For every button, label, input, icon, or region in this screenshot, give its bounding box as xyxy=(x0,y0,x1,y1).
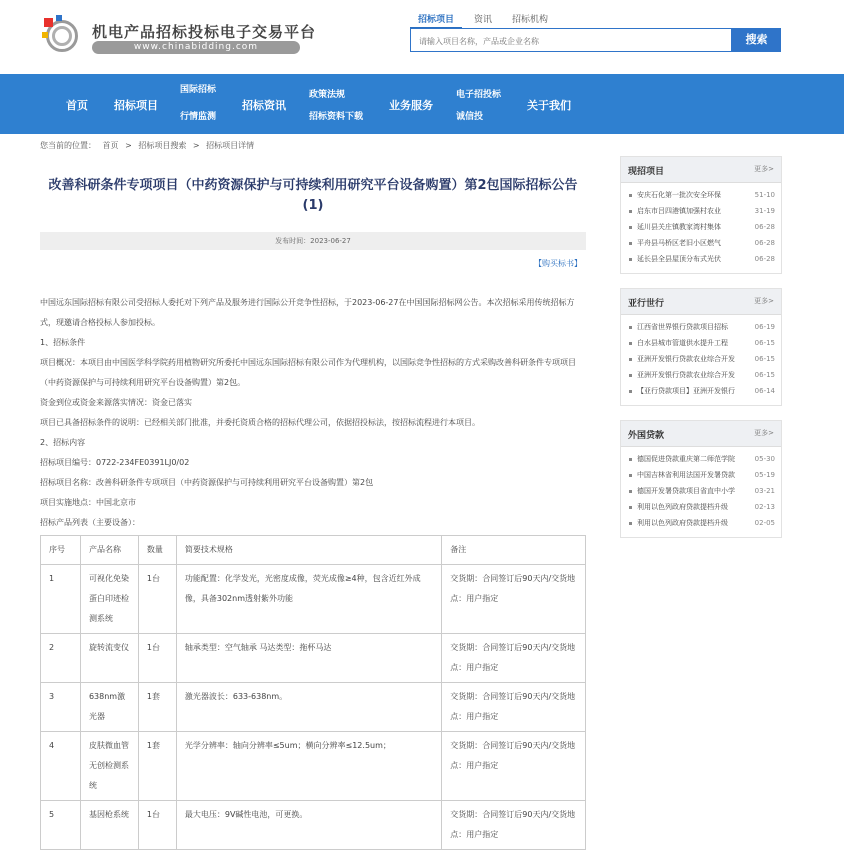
nav-projects[interactable]: 招标项目 xyxy=(114,99,158,112)
nav-market-monitor[interactable]: 行情监测 xyxy=(180,112,217,122)
site-logo-icon[interactable] xyxy=(42,16,82,56)
list-item[interactable] xyxy=(627,187,775,203)
search-tab-projects[interactable]: 招标项目 xyxy=(418,15,455,25)
section-heading: 2、招标内容 xyxy=(40,438,86,447)
list-item[interactable] xyxy=(627,451,775,467)
list-item[interactable] xyxy=(627,483,775,499)
table-cell: 光学分辨率：轴向分辨率≤5um；横向分辨率≤12.5um； xyxy=(176,732,441,801)
table-cell: 最大电压：9V碱性电池，可更换。 xyxy=(176,801,441,850)
list-item-date: 06-15 xyxy=(754,371,775,379)
table-header: 数量 xyxy=(138,536,176,565)
table-cell: 轴承类型：空气轴承 马达类型：拖杯马达 xyxy=(176,634,441,683)
list-item[interactable] xyxy=(627,203,775,219)
sidebar-adb-wb xyxy=(620,288,782,406)
sidebar-foreign-loans xyxy=(620,420,782,538)
nav-intl-bid[interactable]: 国际招标 xyxy=(180,85,217,95)
paragraph: 项目已具备招标条件的说明：已经相关部门批准，并委托资质合格的招标代理公司，依据招投标法，按招标流程进行本项目。 xyxy=(40,418,480,427)
list-item-date: 06-14 xyxy=(754,387,775,395)
list-item[interactable] xyxy=(627,235,775,251)
list-item-date: 06-15 xyxy=(754,339,775,347)
sidebar-header xyxy=(621,289,781,315)
table-cell: 4 xyxy=(41,732,81,801)
paragraph: 资金到位或资金来源落实情况：资金已落实 xyxy=(40,398,192,407)
list-item-title[interactable]: 德国促进贷款重庆第二师范学院 xyxy=(637,455,735,463)
list-item-title[interactable]: 白水县城市管道供水提升工程 xyxy=(637,339,728,347)
list-item-title[interactable]: 【亚行贷款项目】亚洲开发银行 xyxy=(637,387,735,395)
more-link[interactable]: 更多> xyxy=(754,297,774,305)
breadcrumb xyxy=(40,140,258,151)
nav-downloads[interactable]: 招标资料下载 xyxy=(309,112,364,122)
list-item-title[interactable]: 亚洲开发银行贷款农业综合开发 xyxy=(637,355,735,363)
breadcrumb-search[interactable]: 招标项目搜索 xyxy=(138,141,187,150)
breadcrumb-current: 招标项目详情 xyxy=(206,141,255,150)
search-tab-news[interactable]: 资讯 xyxy=(474,15,493,25)
sidebar-list xyxy=(621,315,781,405)
nav-about[interactable]: 关于我们 xyxy=(527,99,571,112)
table-cell: 638nm激光器 xyxy=(80,683,138,732)
table-cell: 基因枪系统 xyxy=(80,801,138,850)
list-item[interactable] xyxy=(627,367,775,383)
nav-policy[interactable]: 政策法规 xyxy=(309,90,346,100)
list-item-title[interactable]: 安庆石化第一批次安全环保 xyxy=(637,191,721,199)
list-item-title[interactable]: 平舟县马桥区老旧小区燃气 xyxy=(637,239,721,247)
bullet-icon xyxy=(629,326,632,329)
bullet-icon xyxy=(629,458,632,461)
paragraph: 招标项目编号：0722-234FE0391LJ0/02 xyxy=(40,458,190,467)
bullet-icon xyxy=(629,506,632,509)
paragraph: 中国远东国际招标有限公司受招标人委托对下列产品及服务进行国际公开竞争性招标，于2023-06-27在中国国际招标网公告。本次招标采用传统招标方式，现邀请合格投标人参加投标。 xyxy=(40,298,575,327)
search-tabs xyxy=(418,12,548,25)
table-cell: 旋转流变仪 xyxy=(80,634,138,683)
bullet-icon xyxy=(629,342,632,345)
bullet-icon xyxy=(629,522,632,525)
list-item-date: 06-28 xyxy=(754,223,775,231)
list-item-title[interactable]: 亚洲开发银行贷款农业综合开发 xyxy=(637,371,735,379)
sidebar-current-projects xyxy=(620,156,782,274)
page-title: 改善科研条件专项项目（中药资源保护与可持续利用研究平台设备购置）第2包国际招标公告(1) xyxy=(48,178,578,213)
table-cell: 激光器波长：633-638nm。 xyxy=(176,683,441,732)
table-cell: 1台 xyxy=(138,565,176,634)
table-cell: 交货期：合同签订后90天内/交货地点：用户指定 xyxy=(442,732,586,801)
more-link[interactable]: 更多> xyxy=(754,165,774,173)
sidebar-title: 亚行世行 xyxy=(628,299,665,309)
list-item-title[interactable]: 延长县全县屋顶分布式光伏 xyxy=(637,255,721,263)
list-item-date: 02-13 xyxy=(754,503,775,511)
search-input[interactable] xyxy=(411,31,731,53)
sidebar-header xyxy=(621,157,781,183)
table-cell: 1台 xyxy=(138,801,176,850)
paragraph: 项目概况：本项目由中国医学科学院药用植物研究所委托中国远东国际招标有限公司作为代理机构，以国际竞争性招标的方式采购改善科研条件专项项目（中药资源保护与可持续利用研究平台设备购置）第2包。 xyxy=(40,358,576,387)
nav-ebidding[interactable]: 电子招投标 xyxy=(456,90,502,100)
nav-home[interactable]: 首页 xyxy=(66,99,88,112)
bullet-icon xyxy=(629,194,632,197)
table-cell: 5 xyxy=(41,801,81,850)
bullet-icon xyxy=(629,226,632,229)
bullet-icon xyxy=(629,490,632,493)
bullet-icon xyxy=(629,474,632,477)
list-item-date: 51-10 xyxy=(754,191,775,199)
list-item[interactable] xyxy=(627,351,775,367)
article-body xyxy=(40,293,586,533)
paragraph: 招标产品列表（主要设备）： xyxy=(40,518,140,527)
product-table xyxy=(40,535,586,850)
breadcrumb-prefix: 您当前的位置： xyxy=(40,141,96,150)
table-cell: 交货期：合同签订后90天内/交货地点：用户指定 xyxy=(442,683,586,732)
section-heading: 1、招标条件 xyxy=(40,338,86,347)
list-item[interactable] xyxy=(627,319,775,335)
breadcrumb-sep: > xyxy=(125,141,132,150)
publish-date: 发布时间：2023-06-27 xyxy=(40,232,586,250)
list-item-date: 06-28 xyxy=(754,239,775,247)
breadcrumb-home[interactable]: 首页 xyxy=(102,141,119,150)
list-item-date: 05-19 xyxy=(754,471,775,479)
list-item-title[interactable]: 利用以色列政府贷款提档升级 xyxy=(637,519,728,527)
nav-news[interactable]: 招标资讯 xyxy=(242,99,286,112)
sidebar-list xyxy=(621,447,781,537)
list-item-date: 02-05 xyxy=(754,519,775,527)
buy-tender-link[interactable]: 【购买标书】 xyxy=(534,259,582,268)
list-item-date: 31-19 xyxy=(754,207,775,215)
bullet-icon xyxy=(629,390,632,393)
table-cell: 皮肤微血管无创检测系统 xyxy=(80,732,138,801)
site-url: www.chinabidding.com xyxy=(92,41,300,54)
table-cell: 3 xyxy=(41,683,81,732)
sidebar-list xyxy=(621,183,781,273)
table-row xyxy=(41,801,586,850)
table-cell: 1 xyxy=(41,565,81,634)
list-item-title[interactable]: 利用以色列政府贷款提档升级 xyxy=(637,503,728,511)
table-row xyxy=(41,565,586,634)
list-item-title[interactable]: 德国开发署贷款项目省直中小学 xyxy=(637,487,735,495)
header xyxy=(0,0,844,74)
table-row xyxy=(41,634,586,683)
table-cell: 1套 xyxy=(138,732,176,801)
table-header: 序号 xyxy=(41,536,81,565)
list-item[interactable] xyxy=(627,219,775,235)
list-item-title[interactable]: 中国吉林省利用法国开发署贷款 xyxy=(637,471,735,479)
list-item[interactable] xyxy=(627,251,775,267)
bullet-icon xyxy=(629,374,632,377)
paragraph: 项目实施地点：中国北京市 xyxy=(40,498,136,507)
table-cell: 交货期：合同签订后90天内/交货地点：用户指定 xyxy=(442,634,586,683)
list-item[interactable] xyxy=(627,335,775,351)
list-item-date: 06-19 xyxy=(754,323,775,331)
list-item-date: 03-21 xyxy=(754,487,775,495)
sidebar-title: 现招项目 xyxy=(628,167,665,177)
table-row xyxy=(41,732,586,801)
list-item-title[interactable]: 启东市吕四港镇加强村农业 xyxy=(637,207,721,215)
list-item[interactable] xyxy=(627,499,775,515)
bullet-icon xyxy=(629,358,632,361)
list-item[interactable] xyxy=(627,515,775,531)
list-item-date: 06-28 xyxy=(754,255,775,263)
bullet-icon xyxy=(629,258,632,261)
paragraph: 招标项目名称：改善科研条件专项项目（中药资源保护与可持续利用研究平台设备购置）第2包 xyxy=(40,478,374,487)
table-row xyxy=(41,683,586,732)
nav-credit[interactable]: 诚信投 xyxy=(456,112,484,122)
list-item[interactable] xyxy=(627,467,775,483)
search-box xyxy=(410,28,732,52)
table-header: 简要技术规格 xyxy=(176,536,441,565)
bullet-icon xyxy=(629,210,632,213)
nav-services[interactable]: 业务服务 xyxy=(389,99,433,112)
table-cell: 1套 xyxy=(138,683,176,732)
more-link[interactable]: 更多> xyxy=(754,429,774,437)
table-cell: 交货期：合同签订后90天内/交货地点：用户指定 xyxy=(442,801,586,850)
article xyxy=(40,168,586,850)
table-cell: 可视化免染蛋白印迹检测系统 xyxy=(80,565,138,634)
table-header-row xyxy=(41,536,586,565)
list-item-date: 06-15 xyxy=(754,355,775,363)
table-cell: 功能配置：化学发光，光密度成像，荧光成像≥4种，包含近红外成像，具备302nm透射紫外功能 xyxy=(176,565,441,634)
main-nav xyxy=(0,74,844,134)
table-cell: 交货期：合同签订后90天内/交货地点：用户指定 xyxy=(442,565,586,634)
site-name[interactable]: 机电产品招标投标电子交易平台 xyxy=(92,23,317,41)
list-item-title[interactable]: 延川县关庄镇教家湾村集体 xyxy=(637,223,721,231)
search-button[interactable]: 搜索 xyxy=(732,28,781,52)
table-header: 产品名称 xyxy=(80,536,138,565)
list-item-title[interactable]: 江西省世界银行贷款项目招标 xyxy=(637,323,728,331)
table-header: 备注 xyxy=(442,536,586,565)
search-tab-agencies[interactable]: 招标机构 xyxy=(512,15,549,25)
list-item[interactable] xyxy=(627,383,775,399)
table-cell: 2 xyxy=(41,634,81,683)
bullet-icon xyxy=(629,242,632,245)
breadcrumb-sep: > xyxy=(192,141,200,150)
list-item-date: 05-30 xyxy=(754,455,775,463)
sidebar-header xyxy=(621,421,781,447)
sidebar-title: 外国贷款 xyxy=(628,431,665,441)
table-cell: 1台 xyxy=(138,634,176,683)
